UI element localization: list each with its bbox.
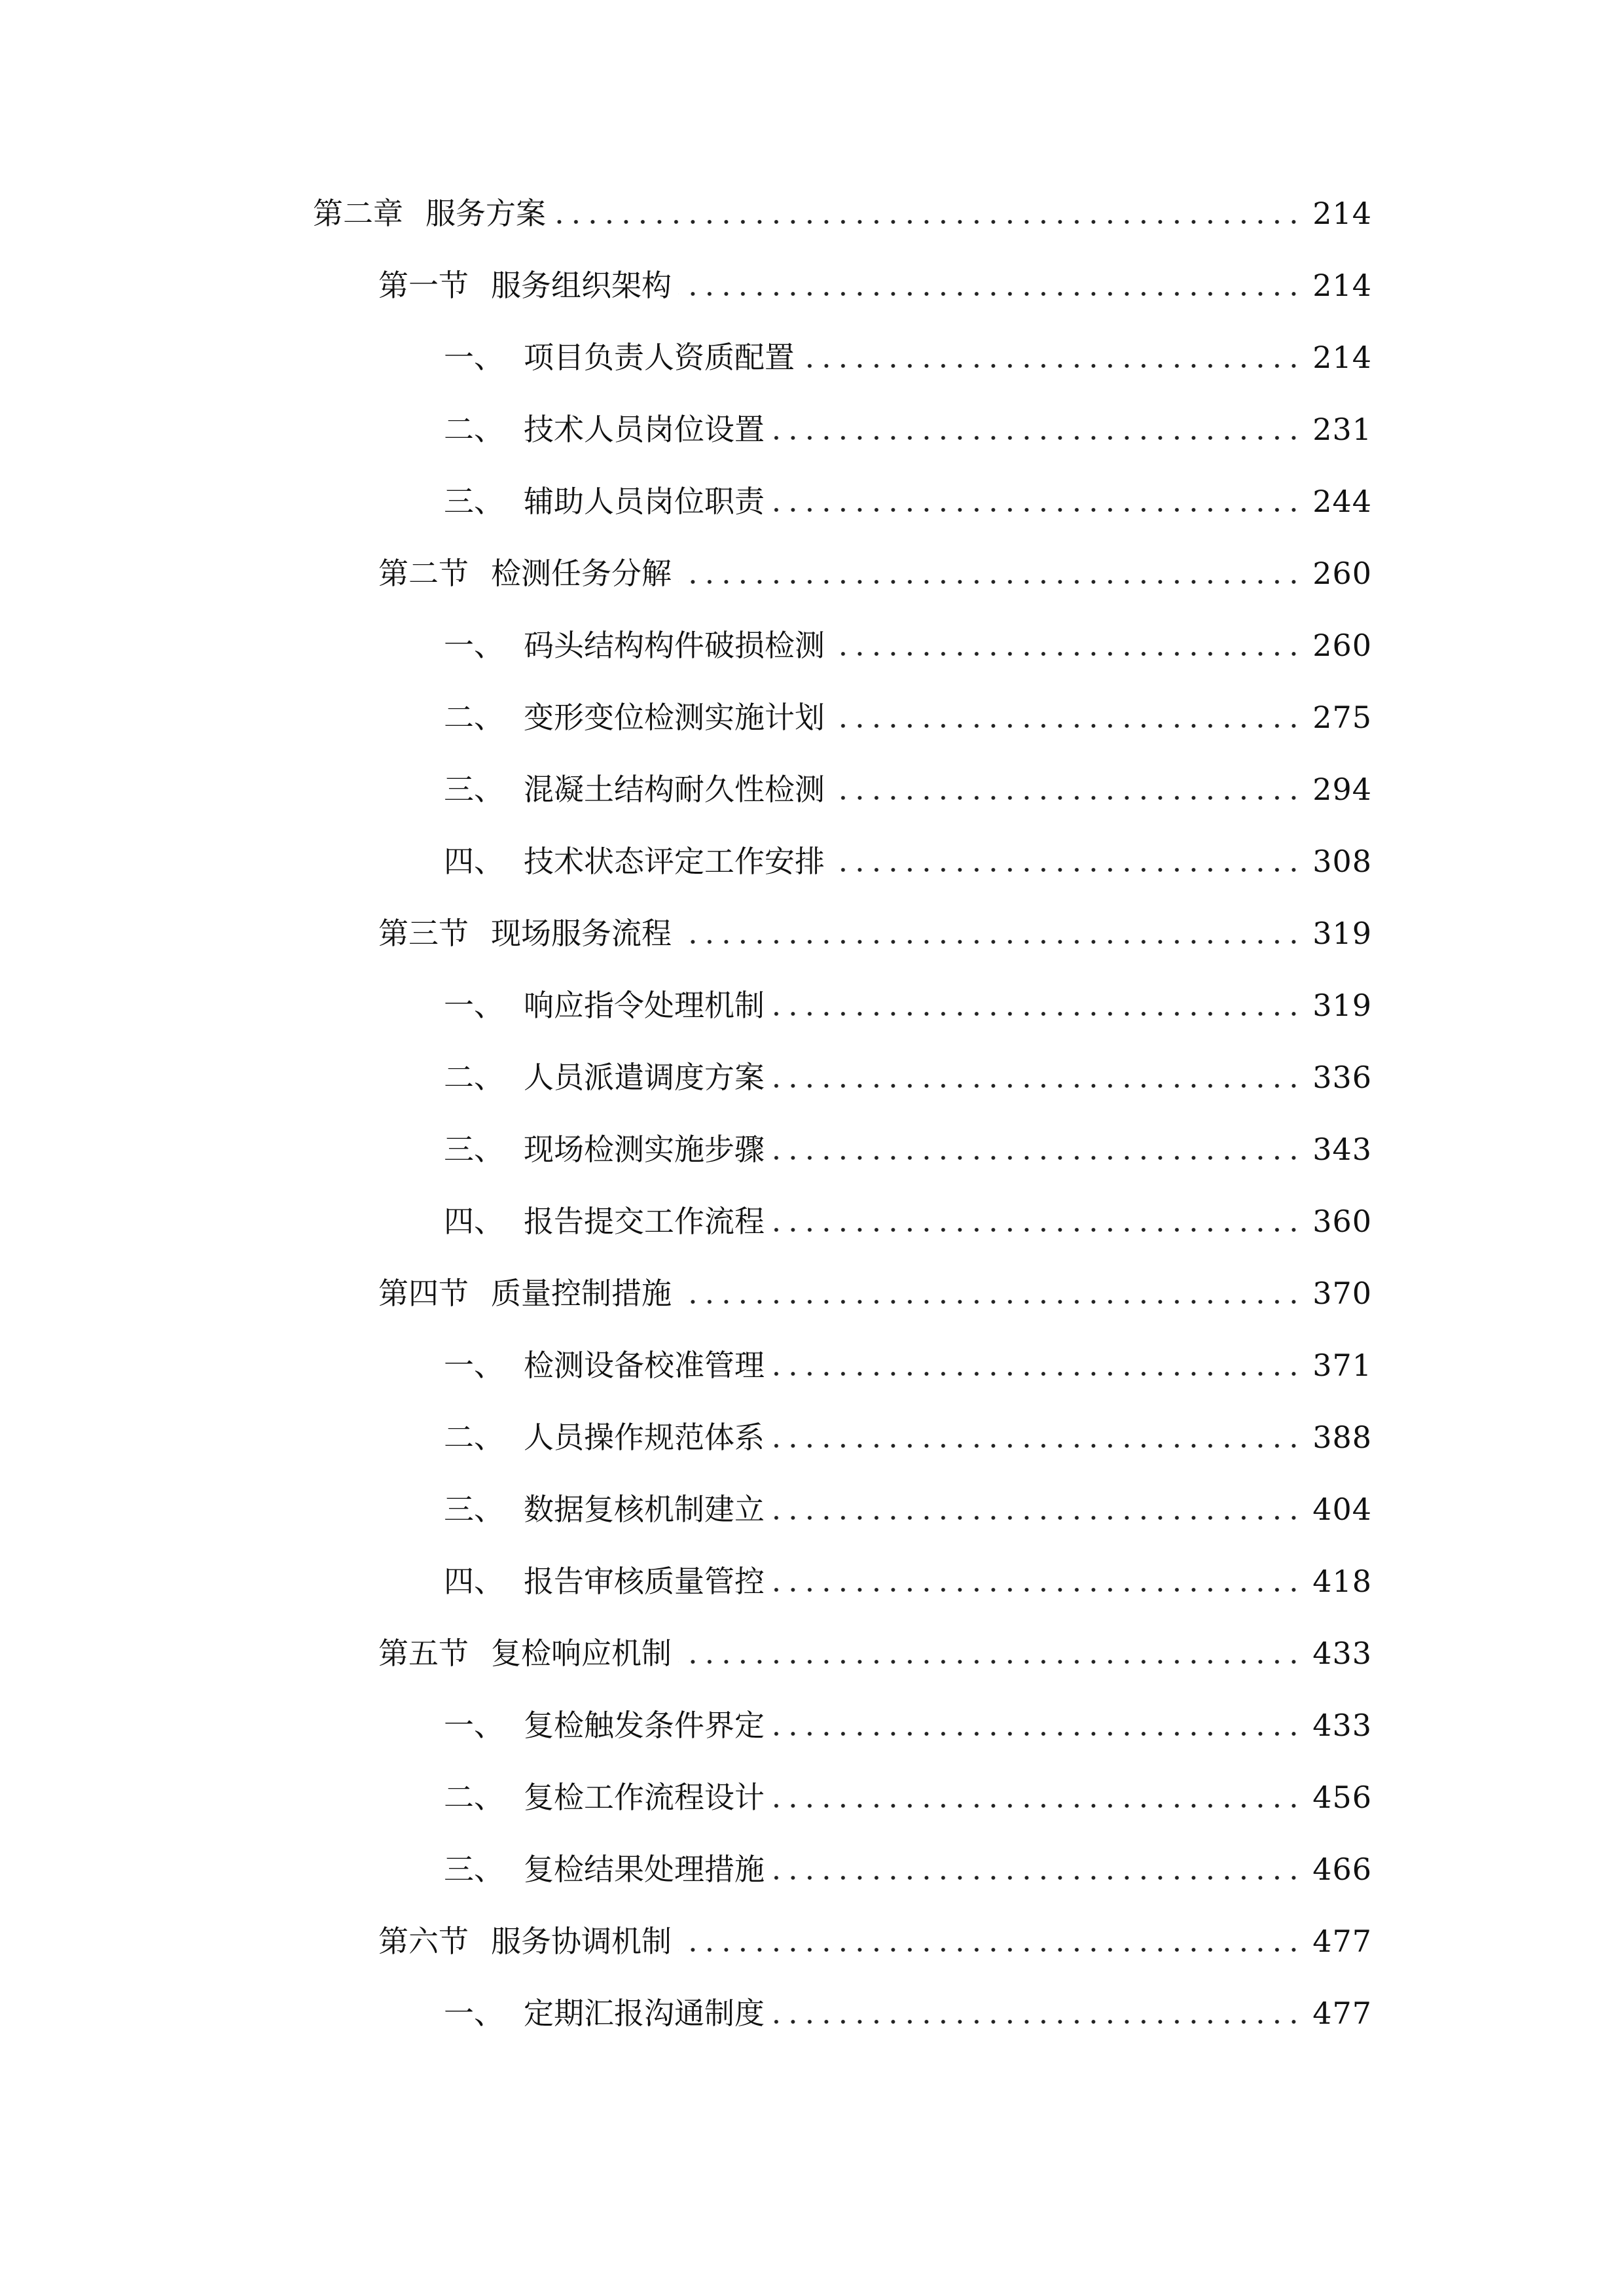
toc-entry-page: 360 (1312, 1204, 1372, 1239)
toc-entry (0, 554, 1624, 626)
toc-entry-page: 466 (1312, 1852, 1372, 1887)
toc-entry (0, 626, 1624, 698)
toc-entry-number: 一、 (444, 988, 504, 1023)
toc-entry-page: 244 (1312, 484, 1372, 519)
toc-entry-title: 人员派遣调度方案 (524, 1060, 765, 1095)
toc-entry (0, 842, 1624, 914)
toc-entry-page: 260 (1312, 628, 1372, 663)
toc-dot-leader (771, 1155, 1302, 1161)
toc-entry (0, 1562, 1624, 1634)
toc-dot-leader (771, 1803, 1302, 1809)
toc-entry-title: 复检工作流程设计 (524, 1780, 765, 1815)
toc-entry-title: 项目负责人资质配置 (524, 340, 795, 375)
toc-dot-leader (771, 1443, 1302, 1449)
toc-entry (0, 194, 1624, 266)
toc-dot-leader (831, 867, 1302, 873)
toc-entry-title: 复检响应机制 (491, 1636, 672, 1671)
toc-entry-title: 人员操作规范体系 (524, 1420, 765, 1455)
toc-entry-number: 三、 (444, 1132, 504, 1167)
toc-entry (0, 770, 1624, 842)
toc-entry-number: 三、 (444, 484, 504, 519)
toc-entry-title: 报告审核质量管控 (524, 1564, 765, 1599)
toc-entry-page: 370 (1312, 1276, 1372, 1311)
toc-entry (0, 1850, 1624, 1922)
toc-entry-number: 第三节 (378, 916, 469, 951)
toc-entry-number: 四、 (444, 1204, 504, 1239)
toc-entry-number: 二、 (444, 412, 504, 447)
toc-entry-page: 477 (1312, 1996, 1372, 2031)
toc-entry-title: 复检结果处理措施 (524, 1852, 765, 1887)
toc-entry (0, 914, 1624, 986)
toc-entry-number: 第六节 (378, 1924, 469, 1959)
toc-dot-leader (771, 1371, 1302, 1377)
toc-entry (0, 1922, 1624, 1994)
toc-dot-leader (678, 939, 1302, 945)
toc-entry (0, 986, 1624, 1058)
toc-entry (0, 1202, 1624, 1274)
toc-entry (0, 1418, 1624, 1490)
toc-dot-leader (831, 723, 1302, 729)
toc-dot-leader (771, 1587, 1302, 1593)
toc-entry-title: 质量控制措施 (491, 1276, 672, 1311)
toc-entry-title: 混凝土结构耐久性检测 (524, 772, 825, 807)
toc-entry-page: 308 (1312, 844, 1372, 879)
toc-entry-number: 三、 (444, 1492, 504, 1527)
toc-entry (0, 1634, 1624, 1706)
toc-entry-page: 371 (1312, 1348, 1372, 1383)
toc-entry-title: 检测设备校准管理 (524, 1348, 765, 1383)
toc-entry (0, 1490, 1624, 1562)
toc-entry-page: 214 (1312, 268, 1372, 303)
toc-entry-number: 二、 (444, 1060, 504, 1095)
toc-entry-page: 319 (1312, 916, 1372, 951)
toc-entry-title: 技术人员岗位设置 (524, 412, 765, 447)
toc-entry-title: 报告提交工作流程 (524, 1204, 765, 1239)
toc-entry-page: 433 (1312, 1708, 1372, 1743)
toc-dot-leader (771, 1011, 1302, 1017)
toc-entry-title: 服务组织架构 (491, 268, 672, 303)
toc-entry-title: 复检触发条件界定 (524, 1708, 765, 1743)
toc-entry-number: 一、 (444, 1996, 504, 2031)
toc-entry (0, 266, 1624, 338)
toc-entry (0, 1130, 1624, 1202)
toc-dot-leader (678, 1299, 1302, 1305)
toc-entry-number: 第二章 (313, 196, 403, 231)
toc-entry-number: 三、 (444, 1852, 504, 1887)
toc-entry-page: 294 (1312, 772, 1372, 807)
toc-entry-number: 一、 (444, 340, 504, 375)
toc-dot-leader (771, 507, 1302, 513)
toc-entry-number: 一、 (444, 1708, 504, 1743)
toc-entry-title: 检测任务分解 (491, 556, 672, 591)
toc-dot-leader (678, 291, 1302, 297)
toc-entry-title: 技术状态评定工作安排 (524, 844, 825, 879)
toc-entry (0, 1778, 1624, 1850)
toc-entry-title: 辅助人员岗位职责 (524, 484, 765, 519)
toc-entry (0, 1706, 1624, 1778)
toc-dot-leader (771, 1874, 1302, 1881)
toc-dot-leader (552, 219, 1302, 225)
toc-entry-number: 一、 (444, 1348, 504, 1383)
toc-entry (0, 410, 1624, 482)
toc-entry-number: 第一节 (378, 268, 469, 303)
toc-entry (0, 1274, 1624, 1346)
toc-entry-page: 404 (1312, 1492, 1372, 1527)
toc-dot-leader (771, 1515, 1302, 1521)
toc-entry-title: 服务协调机制 (491, 1924, 672, 1959)
toc-entry-page: 388 (1312, 1420, 1372, 1455)
toc-entry-page: 418 (1312, 1564, 1372, 1599)
toc-entry-title: 现场服务流程 (491, 916, 672, 951)
toc-entry-page: 477 (1312, 1924, 1372, 1959)
toc-entry (0, 1994, 1624, 2066)
toc-entry-number: 第二节 (378, 556, 469, 591)
toc-dot-leader (831, 651, 1302, 657)
toc-entry-page: 214 (1312, 196, 1372, 231)
toc-entry-number: 二、 (444, 1780, 504, 1815)
toc-entry (0, 482, 1624, 554)
toc-entry (0, 698, 1624, 770)
toc-entry-title: 现场检测实施步骤 (524, 1132, 765, 1167)
toc-entry-page: 456 (1312, 1780, 1372, 1815)
toc-entry-number: 第四节 (378, 1276, 469, 1311)
toc-entry-title: 服务方案 (425, 196, 546, 231)
toc-entry-page: 275 (1312, 700, 1372, 735)
toc-dot-leader (678, 1946, 1302, 1953)
toc-entry (0, 1058, 1624, 1130)
table-of-contents (0, 194, 1624, 2066)
toc-entry-page: 231 (1312, 412, 1372, 447)
toc-entry-number: 一、 (444, 628, 504, 663)
toc-dot-leader (771, 1731, 1302, 1737)
toc-dot-leader (771, 2018, 1302, 2025)
toc-entry-title: 变形变位检测实施计划 (524, 700, 825, 735)
toc-entry-page: 319 (1312, 988, 1372, 1023)
toc-entry-page: 214 (1312, 340, 1372, 375)
toc-entry-title: 数据复核机制建立 (524, 1492, 765, 1527)
toc-entry-page: 260 (1312, 556, 1372, 591)
toc-entry-page: 343 (1312, 1132, 1372, 1167)
toc-dot-leader (771, 1083, 1302, 1089)
toc-entry-number: 二、 (444, 700, 504, 735)
toc-entry (0, 1346, 1624, 1418)
toc-entry (0, 338, 1624, 410)
toc-entry-number: 四、 (444, 1564, 504, 1599)
toc-entry-number: 四、 (444, 844, 504, 879)
toc-entry-page: 433 (1312, 1636, 1372, 1671)
toc-entry-number: 二、 (444, 1420, 504, 1455)
toc-dot-leader (678, 1659, 1302, 1665)
toc-entry-title: 码头结构构件破损检测 (524, 628, 825, 663)
toc-entry-number: 三、 (444, 772, 504, 807)
toc-entry-title: 定期汇报沟通制度 (524, 1996, 765, 2031)
toc-dot-leader (771, 1227, 1302, 1233)
toc-dot-leader (831, 795, 1302, 801)
toc-dot-leader (771, 435, 1302, 441)
toc-dot-leader (801, 363, 1302, 369)
toc-entry-page: 336 (1312, 1060, 1372, 1095)
toc-dot-leader (678, 579, 1302, 585)
toc-entry-number: 第五节 (378, 1636, 469, 1671)
toc-entry-title: 响应指令处理机制 (524, 988, 765, 1023)
